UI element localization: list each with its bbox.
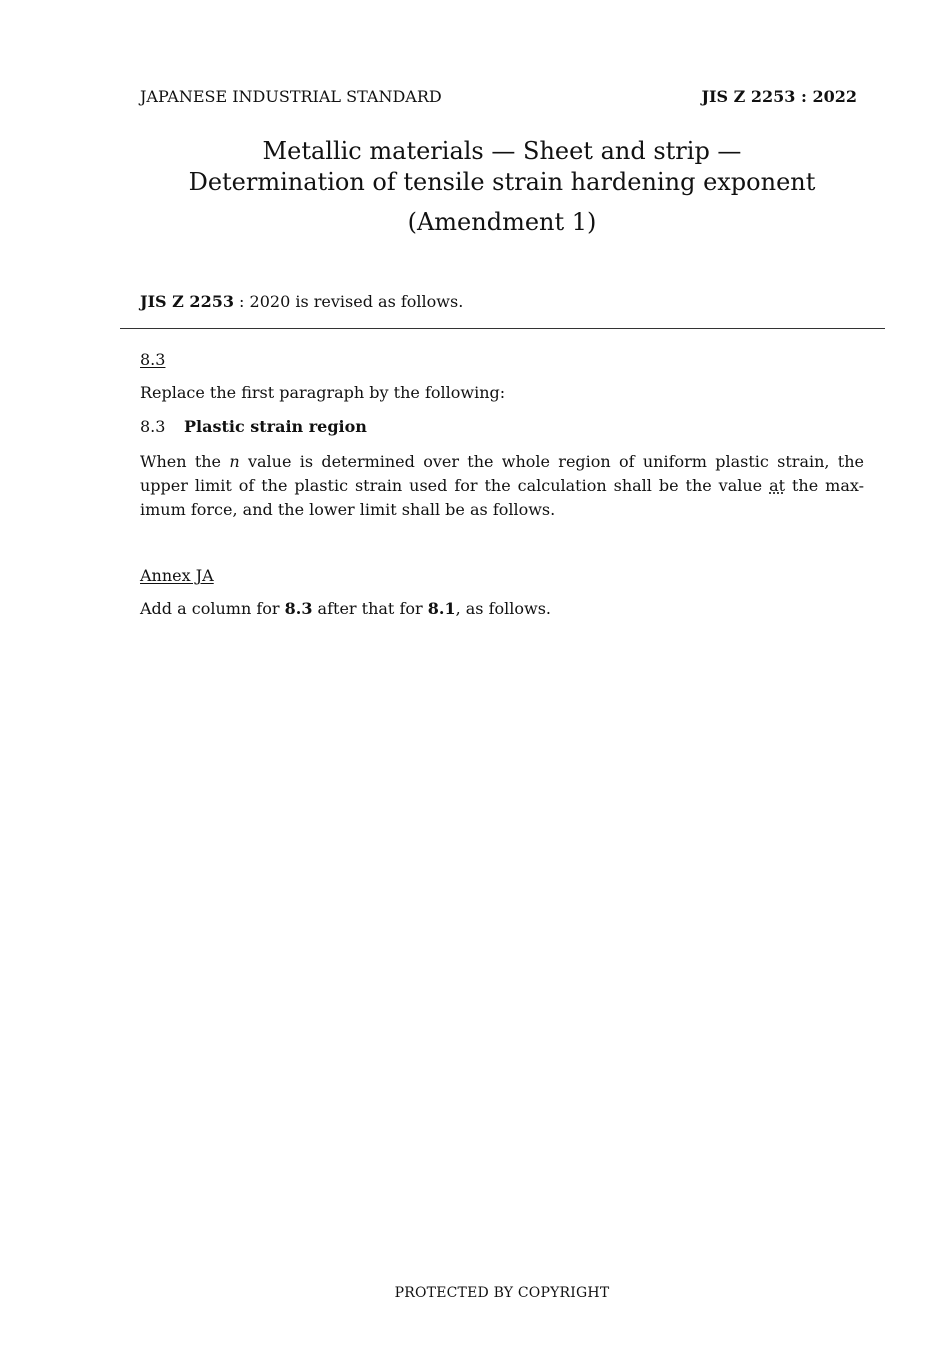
intro-standard-ref: JIS Z 2253 — [140, 292, 234, 311]
clause-paragraph — [140, 450, 864, 522]
section-ref-8-3: 8.3 — [140, 350, 166, 369]
para-text-2: value is determined over the whole region of uniform plastic strain, the upper limit of the plastic strain used for the calculation shall be the value — [140, 452, 864, 495]
para-text-1: When the — [140, 452, 230, 471]
add-column-instruction — [140, 599, 551, 618]
para-text-4: imum force, and the lower limit shall be as follows. — [140, 500, 556, 519]
clause-heading — [140, 417, 367, 436]
add-text-a: Add a column for — [140, 599, 285, 618]
add-ref-a: 8.3 — [284, 599, 313, 618]
para-text-3: the max- — [785, 476, 865, 495]
clause-title: Plastic strain region — [184, 417, 367, 436]
title-line-1: Metallic materials — Sheet and strip — — [262, 137, 742, 165]
add-text-b: after that for — [312, 599, 428, 618]
header-document-number: JIS Z 2253 : 2022 — [701, 87, 857, 106]
header-standard-label: JAPANESE INDUSTRIAL STANDARD — [140, 87, 442, 106]
horizontal-rule — [120, 328, 885, 329]
section-ref-annex-ja: Annex JA — [140, 566, 214, 585]
add-ref-b: 8.1 — [427, 599, 456, 618]
para-marked-word: at — [769, 476, 786, 495]
intro-statement — [140, 292, 463, 311]
para-variable-n: n — [229, 452, 240, 471]
title-line-2: Determination of tensile strain hardening exponent — [188, 168, 816, 196]
footer-copyright: PROTECTED BY COPYRIGHT — [394, 1285, 610, 1301]
intro-text: : 2020 is revised as follows. — [233, 292, 464, 311]
clause-number: 8.3 — [140, 417, 166, 436]
add-text-c: , as follows. — [455, 599, 551, 618]
replace-instruction: Replace the first paragraph by the following: — [140, 383, 506, 402]
title-amendment: (Amendment 1) — [407, 208, 597, 236]
